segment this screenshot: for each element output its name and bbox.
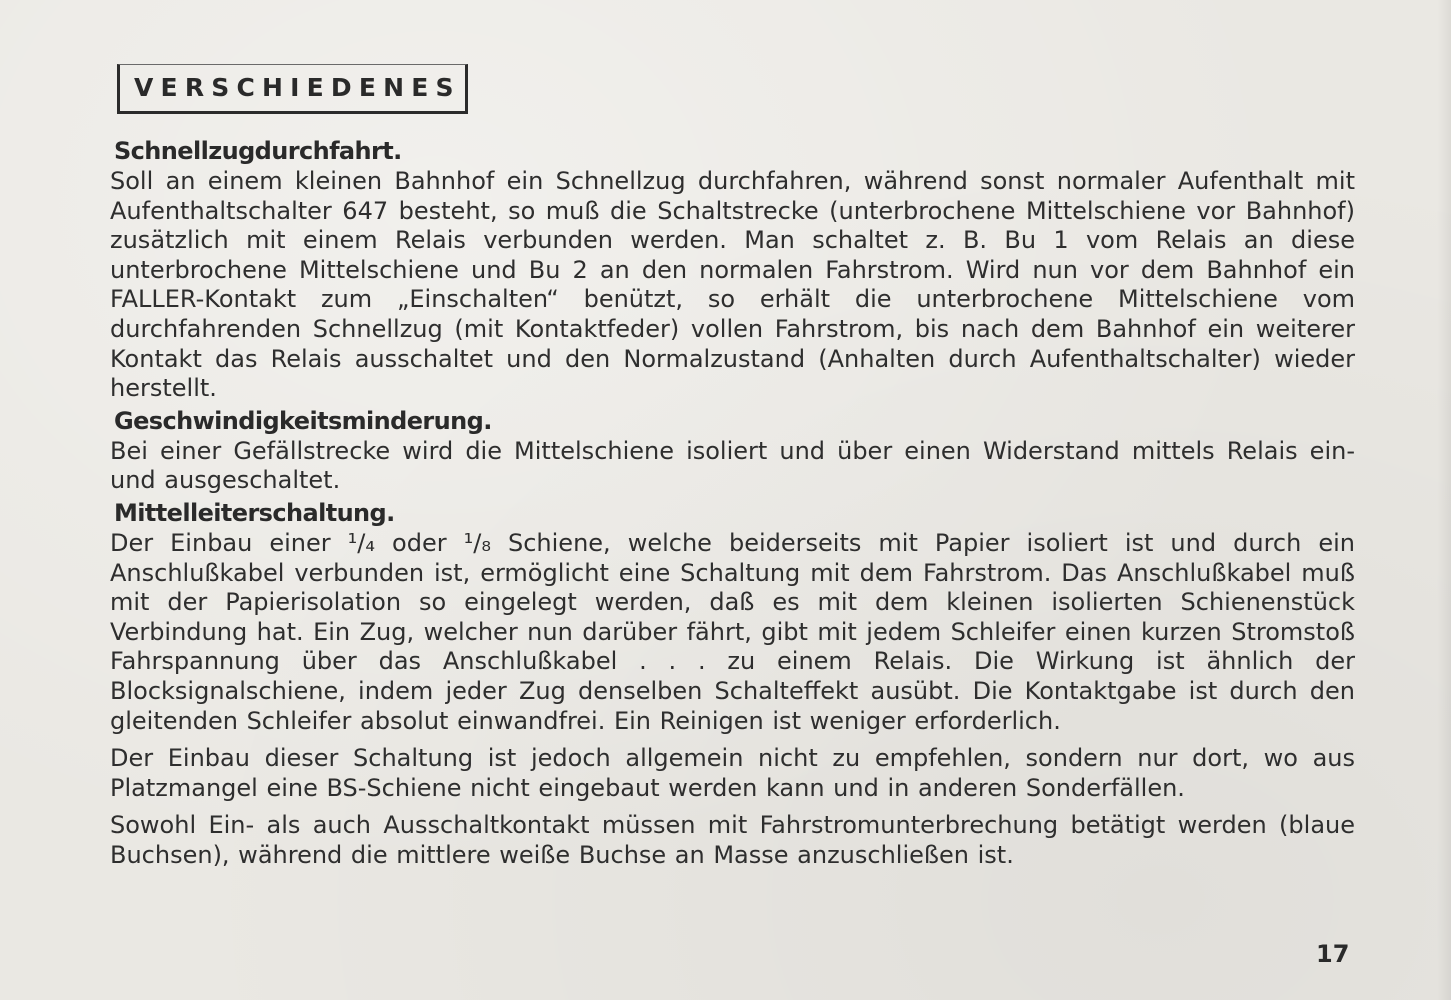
paragraph-schnellzugdurchfahrt: Soll an einem kleinen Bahnhof ein Schnellzug durchfahren, während sonst normaler Aufenthalt mit Aufenthaltschalter 647 besteht, so muß die Schaltstrecke (unterbrochene Mittelschiene vor Bahnhof) zusätzlich mit einem Relais verbunden werden. Man schaltet z. B. Bu 1 vom Relais an diese unterbrochene Mittelschiene und Bu 2 an den normalen Fahrstrom. Wird nun vor dem Bahnhof ein FALLER-Kontakt zum „Einschalten“ benützt, so erhält die unterbrochene Mittelschiene vom durchfahrenden Schnellzug (mit Kontaktfeder) vollen Fahrstrom, bis nach dem Bahnhof ein weiterer Kontakt das Relais ausschaltet und den Normalzustand (Anhalten durch Aufenthaltschalter) wieder herstellt. <box>110 167 1355 403</box>
paragraph-geschwindigkeitsminderung: Bei einer Gefällstrecke wird die Mittelschiene isoliert und über einen Widerstand mittels Relais ein- und ausgeschaltet. <box>110 436 1355 495</box>
heading-schnellzugdurchfahrt: Schnellzugdurchfahrt. <box>114 137 402 165</box>
block-schnellzugdurchfahrt <box>110 136 1355 404</box>
heading-geschwindigkeitsminderung: Geschwindigkeitsminderung. <box>114 406 492 435</box>
heading-mittelleiterschaltung: Mittelleiterschaltung. <box>114 498 395 527</box>
block-mittelleiterschaltung <box>110 498 1355 871</box>
page-edge-shadow <box>1437 0 1451 1000</box>
section-title: VERSCHIEDENES <box>134 73 461 102</box>
block-geschwindigkeitsminderung <box>110 406 1355 496</box>
page-content <box>110 136 1355 870</box>
page-number: 17 <box>1316 940 1350 968</box>
paragraph-mittelleiterschaltung-3: Sowohl Ein- als auch Ausschaltkontakt müssen mit Fahrstromunterbrechung betätigt werden (blaue Buchsen), während die mittlere weiße Buchse an Masse anzuschließen ist. <box>110 811 1355 869</box>
paragraph-mittelleiterschaltung-2: Der Einbau dieser Schaltung ist jedoch allgemein nicht zu empfehlen, sondern nur dort, wo aus Platzmangel eine BS-Schiene nicht eingebaut werden kann und in anderen Sonderfällen. <box>110 744 1355 802</box>
section-header-box <box>117 64 468 114</box>
paragraph-mittelleiterschaltung-1: Der Einbau einer ¹/₄ oder ¹/₈ Schiene, welche beiderseits mit Papier isoliert ist und durch ein Anschlußkabel verbunden ist, ermöglicht eine Schaltung mit dem Fahrstrom. Das Anschlußkabel muß mit der Papierisolation so eingelegt werden, daß es mit dem kleinen isolierten Schienenstück Verbindung hat. Ein Zug, welcher nun darüber fährt, gibt mit jedem Schleifer einen kurzen Stromstoß Fahrspannung über das Anschlußkabel . . . zu einem Relais. Die Wirkung ist ähnlich der Blocksignalschiene, indem jeder Zug denselben Schalteffekt ausübt. Die Kontaktgabe ist durch den gleitenden Schleifer absolut einwandfrei. Ein Reinigen ist weniger erforderlich. <box>110 528 1355 735</box>
